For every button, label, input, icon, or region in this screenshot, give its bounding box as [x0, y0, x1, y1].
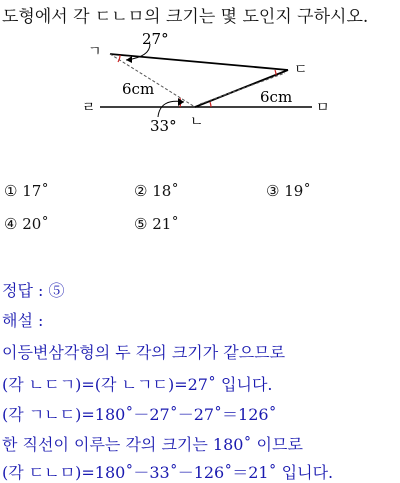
explanation-line-3: (각 ㄱㄴㄷ)=180˚－27˚－27˚＝126˚ [2, 405, 277, 424]
segment-g-d [110, 54, 288, 70]
geometry-figure [80, 32, 340, 142]
answer-label: 정답 : ⑤ [2, 281, 65, 300]
choice-3-num: ③ [266, 182, 280, 200]
choice-1-num: ① [4, 182, 18, 200]
point-m: ㅁ [316, 100, 330, 116]
angle-bottom-label: 33° [150, 117, 177, 135]
choice-1-text: 17˚ [22, 182, 49, 200]
explanation-line-2: (각 ㄴㄷㄱ)=(각 ㄴㄱㄷ)=27˚ 입니다. [2, 375, 273, 394]
explanation-label: 해설 : [2, 311, 44, 330]
choice-5 [134, 215, 179, 233]
choice-3 [266, 182, 311, 200]
choice-4 [4, 215, 49, 233]
explanation-line-1: 이등변삼각형의 두 각의 크기가 같으므로 [2, 343, 286, 362]
point-g: ㄱ [88, 44, 102, 60]
point-d: ㄷ [294, 62, 308, 78]
choice-2-text: 18˚ [152, 182, 179, 200]
choice-5-num: ⑤ [134, 215, 148, 233]
length-right-label: 6cm [260, 88, 293, 106]
explanation-line-5: (각 ㄷㄴㅁ)=180˚－33˚－126˚＝21˚ 입니다. [2, 463, 334, 482]
explanation-line-4: 한 직선이 이루는 각의 크기는 180˚ 이므로 [2, 435, 303, 454]
choice-3-text: 19˚ [284, 182, 311, 200]
point-n: ㄴ [190, 114, 204, 130]
length-left-label: 6cm [122, 80, 155, 98]
choice-5-text: 21˚ [152, 215, 179, 233]
choice-2 [134, 182, 179, 200]
choice-2-num: ② [134, 182, 148, 200]
angle-top-label: 27° [142, 32, 169, 48]
point-r: ㄹ [82, 100, 96, 116]
angle-mark-top [118, 55, 120, 62]
choice-4-num: ④ [4, 215, 18, 233]
question-text: 도형에서 각 ㄷㄴㅁ의 크기는 몇 도인지 구하시오. [2, 7, 369, 27]
choice-4-text: 20˚ [22, 215, 49, 233]
choice-1 [4, 182, 49, 200]
